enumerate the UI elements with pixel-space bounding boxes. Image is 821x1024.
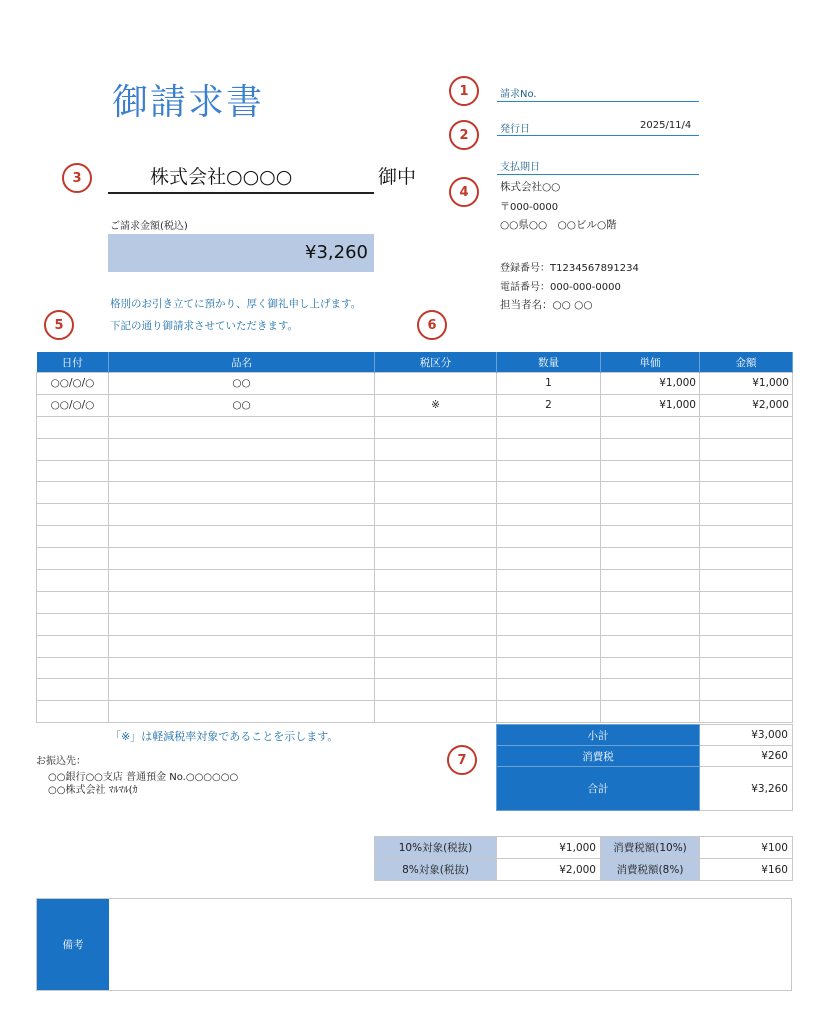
tax8-base-value: ¥2,000 <box>497 859 601 881</box>
cell-tax-class <box>375 482 497 504</box>
cell-date <box>37 657 109 679</box>
cell-tax-class <box>375 635 497 657</box>
marker-4: 4 <box>449 177 479 207</box>
marker-7: 7 <box>447 745 477 775</box>
cell-amount <box>700 613 793 635</box>
tax8-base-label: 8%対象(税抜) <box>375 859 497 881</box>
cell-date <box>37 591 109 613</box>
cell-date <box>37 526 109 548</box>
header-unit-price: 単価 <box>601 352 700 373</box>
cell-item <box>109 679 375 701</box>
total-value: ¥3,260 <box>700 767 793 811</box>
cell-unit-price: ¥1,000 <box>601 394 700 416</box>
cell-unit-price <box>601 438 700 460</box>
cell-amount <box>700 679 793 701</box>
cell-item <box>109 438 375 460</box>
header-amount: 金額 <box>700 352 793 373</box>
table-row <box>37 591 793 613</box>
cell-tax-class <box>375 373 497 395</box>
amount-value: ¥3,260 <box>305 242 368 263</box>
cell-date <box>37 570 109 592</box>
cell-tax-class <box>375 613 497 635</box>
cell-item: ○○ <box>109 373 375 395</box>
cell-item <box>109 526 375 548</box>
cell-quantity <box>497 504 601 526</box>
recipient-name: 株式会社○○○○ <box>150 166 293 188</box>
cell-unit-price <box>601 657 700 679</box>
tax-breakdown-row-10 <box>375 837 793 859</box>
subtotal-value: ¥3,000 <box>700 725 793 746</box>
recipient-honorific: 御中 <box>378 166 417 188</box>
totals-table <box>496 724 793 811</box>
cell-amount: ¥2,000 <box>700 394 793 416</box>
total-row <box>497 767 793 811</box>
cell-unit-price <box>601 701 700 723</box>
cell-tax-class <box>375 460 497 482</box>
table-row <box>37 657 793 679</box>
subtotal-label: 小計 <box>497 725 700 746</box>
amount-box <box>108 234 374 272</box>
items-table <box>36 352 793 723</box>
remarks-box[interactable] <box>36 898 792 991</box>
cell-item <box>109 570 375 592</box>
table-row <box>37 416 793 438</box>
page-title: 御請求書 <box>112 82 265 123</box>
table-row <box>37 526 793 548</box>
total-label: 合計 <box>497 767 700 811</box>
cell-date <box>37 416 109 438</box>
cell-item: ○○ <box>109 394 375 416</box>
issue-date-label: 発行日 <box>500 124 530 135</box>
cell-tax-class <box>375 416 497 438</box>
cell-tax-class <box>375 570 497 592</box>
cell-tax-class <box>375 548 497 570</box>
cell-tax-class <box>375 504 497 526</box>
cell-quantity <box>497 657 601 679</box>
table-row <box>37 482 793 504</box>
bank-label: お振込先： <box>36 756 86 767</box>
issuer-postal: 〒000-0000 <box>500 202 559 213</box>
cell-date: ○○/○/○ <box>37 394 109 416</box>
greeting-line-2: 下記の通り御請求させていただきます。 <box>110 320 299 332</box>
cell-unit-price <box>601 504 700 526</box>
table-row <box>37 460 793 482</box>
remarks-label: 備考 <box>37 899 109 990</box>
items-header-row <box>37 352 793 373</box>
due-date-label: 支払期日 <box>500 162 540 173</box>
tax8-amount-value: ¥160 <box>700 859 793 881</box>
header-date: 日付 <box>37 352 109 373</box>
cell-quantity <box>497 482 601 504</box>
table-row <box>37 613 793 635</box>
cell-quantity <box>497 679 601 701</box>
cell-date: ○○/○/○ <box>37 373 109 395</box>
cell-tax-class <box>375 526 497 548</box>
table-row <box>37 504 793 526</box>
cell-date <box>37 460 109 482</box>
cell-quantity <box>497 438 601 460</box>
cell-date <box>37 635 109 657</box>
cell-quantity <box>497 635 601 657</box>
issue-date-value: 2025/11/4 <box>640 120 692 131</box>
cell-amount <box>700 657 793 679</box>
cell-unit-price <box>601 635 700 657</box>
amount-label: ご請求金額(税込) <box>110 221 188 232</box>
cell-unit-price <box>601 591 700 613</box>
cell-item <box>109 504 375 526</box>
cell-date <box>37 613 109 635</box>
cell-amount <box>700 526 793 548</box>
reduced-tax-note: 「※」は軽減税率対象であることを示します。 <box>110 730 339 743</box>
cell-quantity <box>497 591 601 613</box>
tax-breakdown-row-8 <box>375 859 793 881</box>
tax8-amount-label: 消費税額(8%) <box>601 859 700 881</box>
cell-item <box>109 460 375 482</box>
cell-date <box>37 548 109 570</box>
table-row <box>37 679 793 701</box>
table-row <box>37 635 793 657</box>
cell-quantity <box>497 416 601 438</box>
cell-item <box>109 416 375 438</box>
cell-unit-price <box>601 526 700 548</box>
cell-unit-price <box>601 416 700 438</box>
table-row <box>37 438 793 460</box>
header-item: 品名 <box>109 352 375 373</box>
tax10-amount-label: 消費税額(10%) <box>601 837 700 859</box>
cell-tax-class <box>375 591 497 613</box>
issuer-contact: 担当者名：○○ ○○ <box>500 299 593 311</box>
header-tax-class: 税区分 <box>375 352 497 373</box>
marker-6: 6 <box>417 310 447 340</box>
invoice-no-line <box>497 100 699 102</box>
tax10-base-label: 10%対象(税抜) <box>375 837 497 859</box>
cell-amount <box>700 482 793 504</box>
marker-5: 5 <box>44 310 74 340</box>
cell-amount <box>700 701 793 723</box>
cell-quantity <box>497 613 601 635</box>
cell-date <box>37 438 109 460</box>
greeting-line-1: 格別のお引き立てに預かり、厚く御礼申し上げます。 <box>110 298 362 310</box>
bank-line-2: ○○株式会社 ﾏﾙﾏﾙ(ｶ <box>48 785 138 796</box>
cell-date <box>37 482 109 504</box>
cell-unit-price <box>601 482 700 504</box>
cell-item <box>109 657 375 679</box>
table-row <box>37 373 793 395</box>
cell-unit-price <box>601 679 700 701</box>
table-row <box>37 570 793 592</box>
table-row <box>37 701 793 723</box>
marker-1: 1 <box>449 76 479 106</box>
cell-item <box>109 635 375 657</box>
cell-unit-price <box>601 548 700 570</box>
marker-3: 3 <box>62 163 92 193</box>
cell-date <box>37 504 109 526</box>
cell-item <box>109 701 375 723</box>
issuer-registration: 登録番号：T1234567891234 <box>500 263 639 274</box>
cell-tax-class <box>375 657 497 679</box>
cell-date <box>37 679 109 701</box>
cell-quantity <box>497 570 601 592</box>
cell-unit-price <box>601 570 700 592</box>
issue-date-line <box>497 134 699 136</box>
cell-item <box>109 482 375 504</box>
cell-tax-class <box>375 701 497 723</box>
cell-amount <box>700 635 793 657</box>
cell-quantity: 2 <box>497 394 601 416</box>
tax10-amount-value: ¥100 <box>700 837 793 859</box>
issuer-company: 株式会社○○ <box>500 181 561 193</box>
cell-amount <box>700 438 793 460</box>
tax-value: ¥260 <box>700 746 793 767</box>
issuer-phone: 電話番号：000-000-0000 <box>500 282 621 293</box>
tax-breakdown-table <box>374 836 793 881</box>
cell-amount <box>700 416 793 438</box>
tax10-base-value: ¥1,000 <box>497 837 601 859</box>
cell-tax-class <box>375 679 497 701</box>
cell-unit-price <box>601 613 700 635</box>
cell-quantity: 1 <box>497 373 601 395</box>
cell-item <box>109 548 375 570</box>
header-quantity: 数量 <box>497 352 601 373</box>
tax-row <box>497 746 793 767</box>
cell-item <box>109 591 375 613</box>
cell-quantity <box>497 526 601 548</box>
issuer-address: ○○県○○ ○○ビル○階 <box>500 219 617 231</box>
cell-unit-price: ¥1,000 <box>601 373 700 395</box>
recipient-underline <box>108 192 374 194</box>
cell-tax-class <box>375 438 497 460</box>
cell-quantity <box>497 548 601 570</box>
cell-unit-price <box>601 460 700 482</box>
cell-quantity <box>497 701 601 723</box>
table-row <box>37 394 793 416</box>
due-date-line <box>497 173 699 175</box>
cell-amount <box>700 504 793 526</box>
bank-line-1: ○○銀行○○支店 普通預金 No.○○○○○○ <box>48 772 239 783</box>
marker-2: 2 <box>449 120 479 150</box>
cell-amount <box>700 591 793 613</box>
table-row <box>37 548 793 570</box>
cell-date <box>37 701 109 723</box>
cell-amount: ¥1,000 <box>700 373 793 395</box>
cell-amount <box>700 570 793 592</box>
cell-amount <box>700 548 793 570</box>
cell-tax-class: ※ <box>375 394 497 416</box>
tax-label: 消費税 <box>497 746 700 767</box>
cell-item <box>109 613 375 635</box>
subtotal-row <box>497 725 793 746</box>
cell-amount <box>700 460 793 482</box>
cell-quantity <box>497 460 601 482</box>
invoice-no-label: 請求No. <box>500 89 537 100</box>
